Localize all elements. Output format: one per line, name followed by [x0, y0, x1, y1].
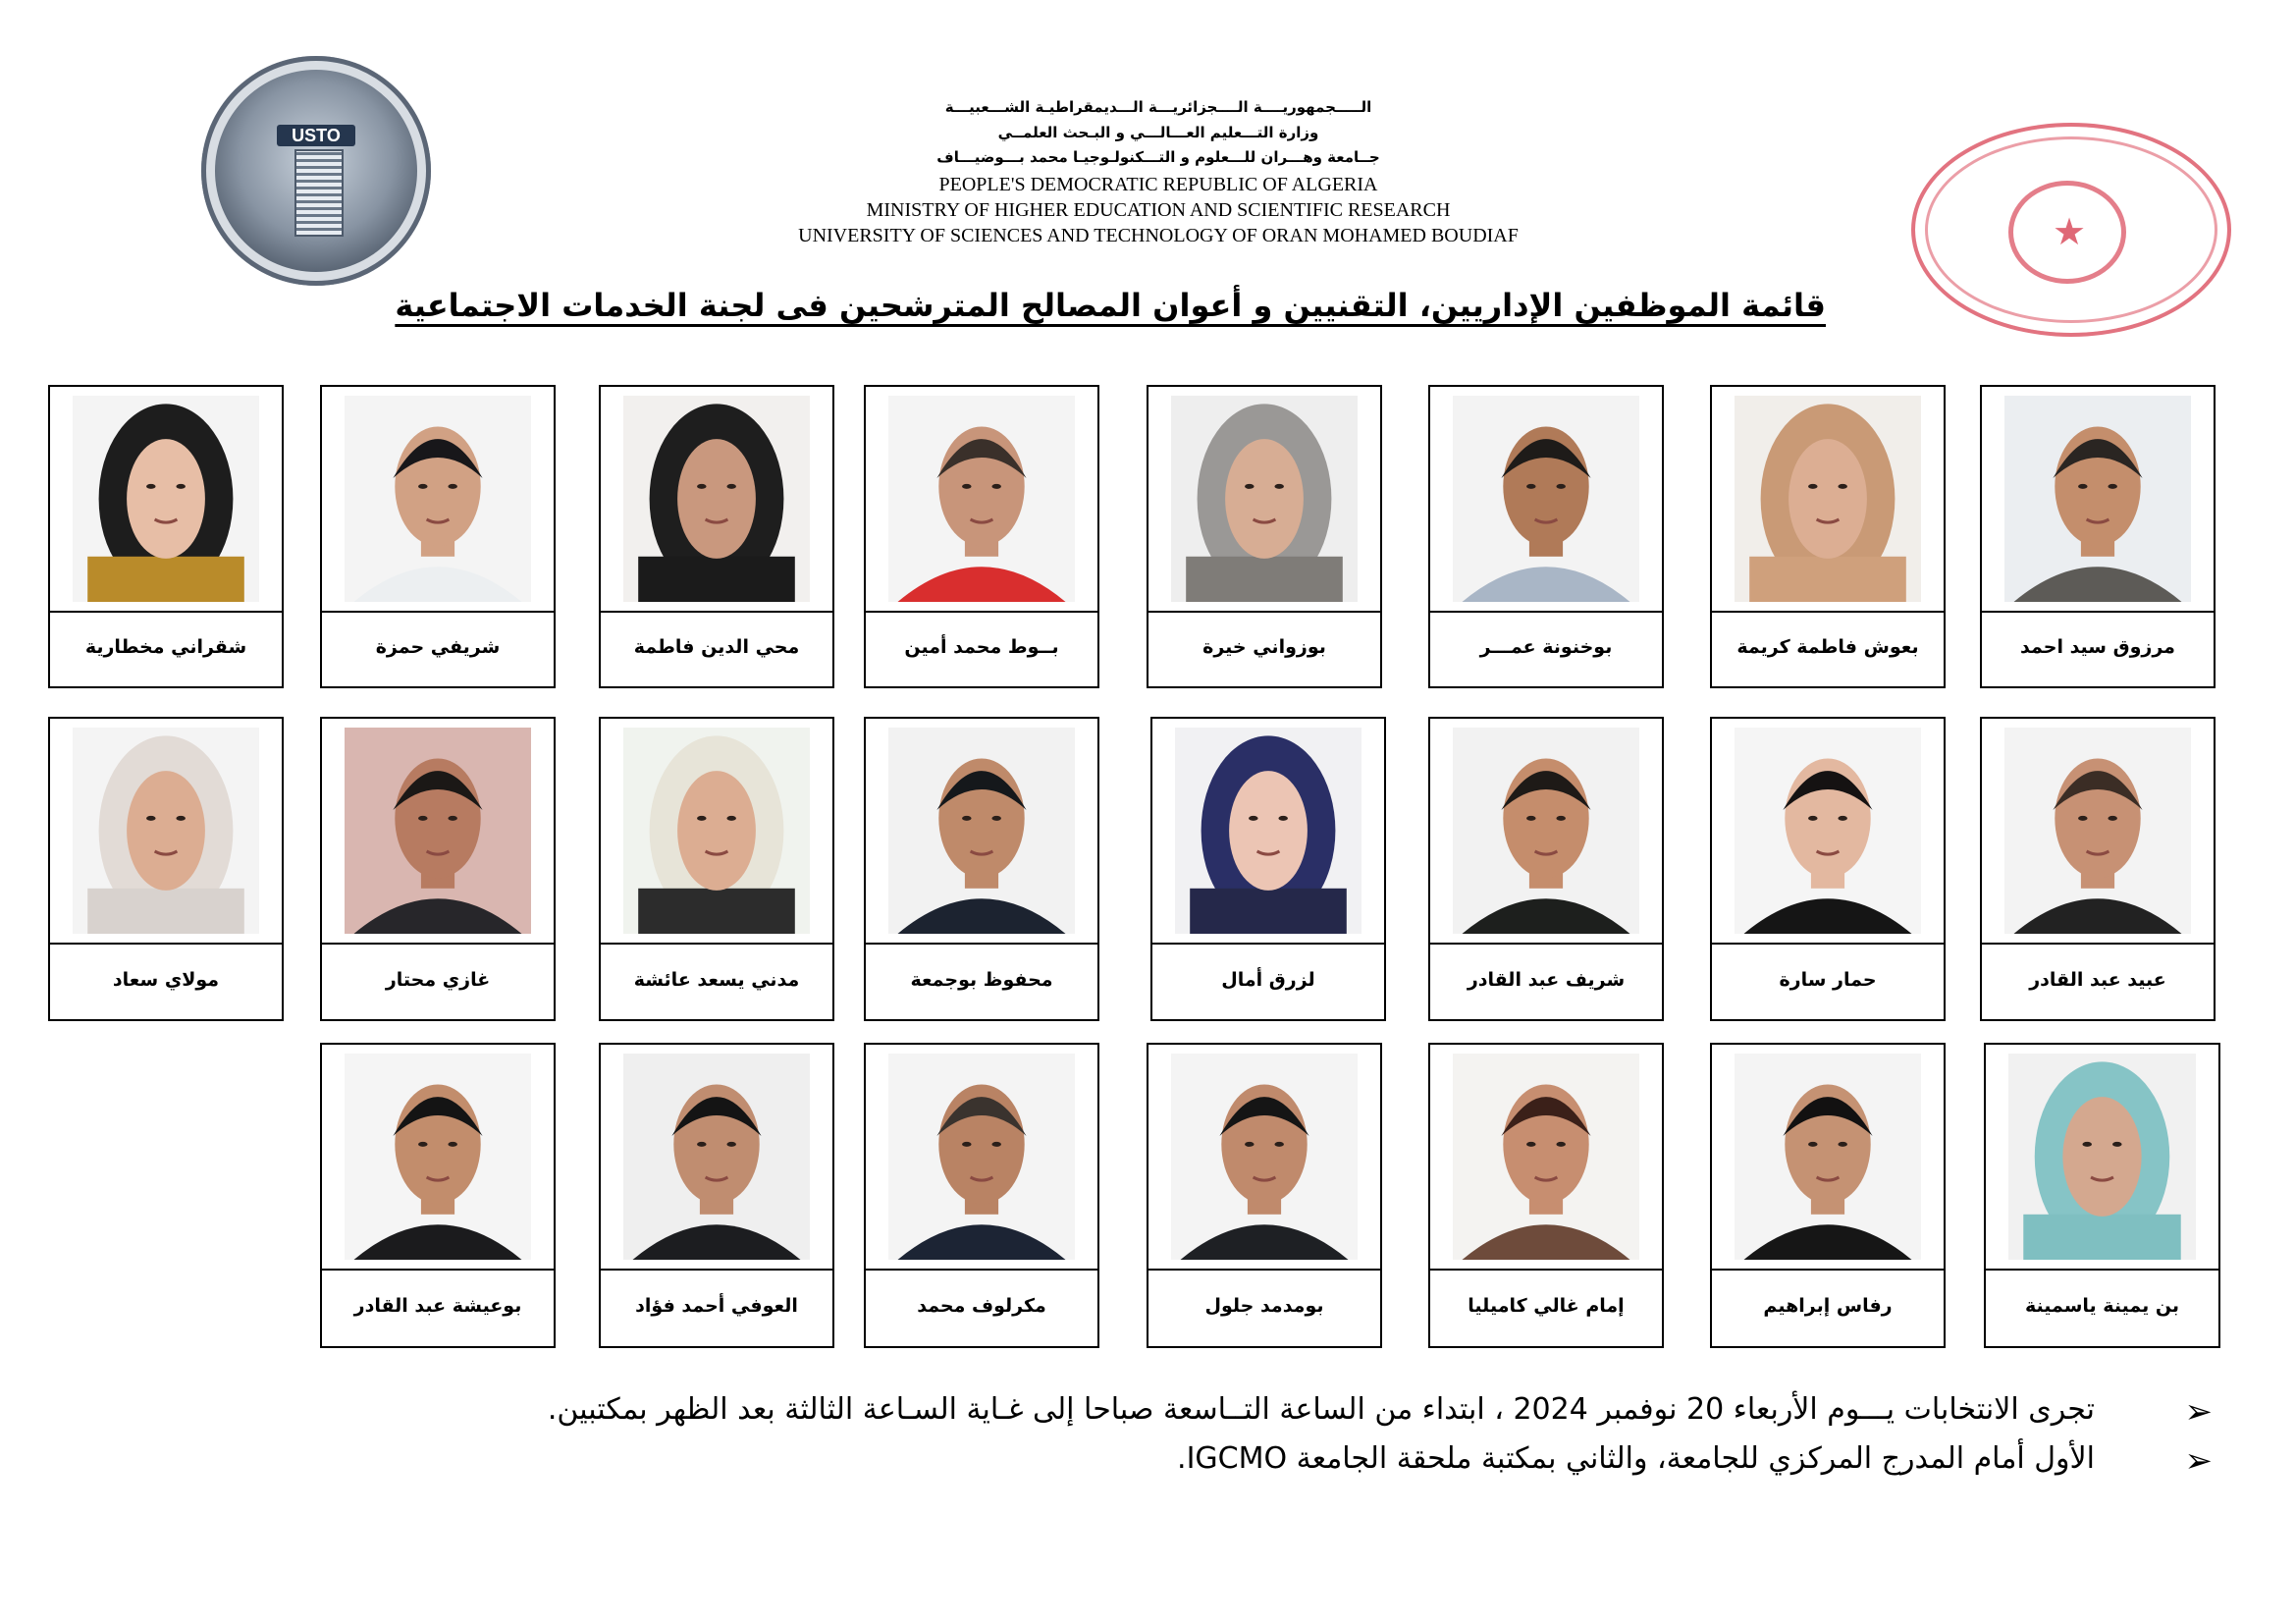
candidate-name: شريفي حمزة	[375, 636, 501, 658]
header-ar-republic: الـــــجمهوريــــة الــــجزائريـــة الـــديمقراطيـة الشـــعبيـــة	[944, 98, 1372, 116]
portrait-image	[623, 728, 810, 934]
portrait-image	[888, 1054, 1075, 1260]
candidate-name: رفاس إبراهيم	[1763, 1295, 1893, 1317]
candidate-photo	[322, 719, 554, 945]
official-stamp	[1911, 123, 2231, 337]
header-ar-university: جــامعة وهـــران للـــعلوم و التـــكنولـوجيـا محمد بـــوضيـــاف	[936, 148, 1380, 166]
candidate-photo	[1986, 1045, 2218, 1271]
candidate-name: إمام غالي كاميليا	[1468, 1295, 1625, 1317]
candidate-name: بن يمينة ياسمينة	[2024, 1295, 2180, 1317]
portrait-image	[2004, 396, 2191, 602]
portrait-image	[888, 728, 1075, 934]
candidate-card	[1980, 717, 2216, 1021]
portrait-image	[623, 396, 810, 602]
candidate-photo	[866, 1045, 1097, 1271]
portrait-image	[73, 728, 259, 934]
candidate-photo	[50, 387, 282, 613]
candidate-name: عبيد عبد القادر	[2029, 969, 2166, 991]
candidate-photo	[866, 387, 1097, 613]
candidate-photo	[866, 719, 1097, 945]
candidate-photo	[50, 719, 282, 945]
document-title: قائمة الموظفين الإداريين، التقنيين و أعوان المصالح المترشحين فى لجنة الخدمات الاجتماعية	[395, 287, 1826, 324]
candidate-card	[1428, 385, 1664, 688]
bullet-arrow-icon: ➢	[2184, 1441, 2213, 1481]
candidate-photo	[1152, 719, 1384, 945]
header-en-ministry: MINISTRY OF HIGHER EDUCATION AND SCIENTIFIC RESEARCH	[866, 199, 1451, 221]
portrait-image	[1453, 1054, 1639, 1260]
candidate-photo	[601, 1045, 832, 1271]
candidate-photo	[1430, 387, 1662, 613]
candidate-card	[1428, 717, 1664, 1021]
candidate-card	[1984, 1043, 2220, 1348]
portrait-image	[1171, 396, 1358, 602]
candidate-photo	[1430, 719, 1662, 945]
university-logo	[201, 56, 431, 286]
candidate-name: شريف عبد القادر	[1467, 969, 1626, 991]
candidate-name: العوفي أحمد فؤاد	[635, 1295, 798, 1317]
portrait-image	[1453, 728, 1639, 934]
candidate-card	[599, 1043, 834, 1348]
candidate-card	[1428, 1043, 1664, 1348]
candidate-photo	[1712, 719, 1944, 945]
header-en-republic: PEOPLE'S DEMOCRATIC REPUBLIC OF ALGERIA	[938, 174, 1378, 195]
portrait-image	[1735, 728, 1921, 934]
candidate-photo	[1712, 1045, 1944, 1271]
candidate-card	[1710, 1043, 1946, 1348]
logo-building	[294, 149, 344, 237]
candidate-photo	[322, 1045, 554, 1271]
candidate-card	[1710, 385, 1946, 688]
candidate-photo	[1148, 1045, 1380, 1271]
candidate-photo	[322, 387, 554, 613]
header-ar-ministry: وزارة التـــعليم العـــالـــي و البـحث العلمــي	[997, 124, 1319, 141]
portrait-image	[1171, 1054, 1358, 1260]
candidate-photo	[1148, 387, 1380, 613]
candidate-name: محي الدين فاطمة	[633, 636, 800, 658]
candidate-name: بعوش فاطمة كريمة	[1736, 636, 1919, 658]
candidate-name: بومدمد جلول	[1204, 1295, 1324, 1317]
candidate-photo	[1982, 387, 2214, 613]
logo-wordmark: USTO	[277, 125, 355, 146]
candidate-name: مدني يسعد عائشة	[633, 969, 800, 991]
candidate-photo	[601, 387, 832, 613]
portrait-image	[345, 728, 531, 934]
candidate-card	[320, 385, 556, 688]
candidate-card	[599, 717, 834, 1021]
candidate-name: بوزواني خيرة	[1202, 636, 1326, 658]
portrait-image	[2004, 728, 2191, 934]
portrait-image	[345, 1054, 531, 1260]
candidate-name: مرزوق سيد احمد	[2020, 636, 2175, 658]
portrait-image	[888, 396, 1075, 602]
candidate-card	[1147, 1043, 1382, 1348]
election-note-1-text: تجرى الانتخابات يـــوم الأربعاء 20 نوفمبر 2024 ، ابتداء من الساعة التــاسعة صباحا إلى غـاية السـاعة الثالثة بعد الظهر بمكتبين.	[547, 1392, 2095, 1427]
candidate-card	[864, 717, 1099, 1021]
candidate-name: مكرلوف محمد	[917, 1295, 1046, 1317]
candidate-name: محفوظ بوجمعة	[910, 969, 1053, 991]
portrait-image	[73, 396, 259, 602]
candidate-name: بوخنونة عمـــر	[1479, 636, 1613, 658]
candidate-card	[864, 385, 1099, 688]
candidate-name: مولاي سعاد	[112, 969, 220, 991]
portrait-image	[1175, 728, 1362, 934]
header-en-university: UNIVERSITY OF SCIENCES AND TECHNOLOGY OF ORAN MOHAMED BOUDIAF	[798, 225, 1519, 246]
stamp-star-icon: ★	[2053, 210, 2087, 253]
candidate-card	[1150, 717, 1386, 1021]
portrait-image	[345, 396, 531, 602]
candidate-photo	[1982, 719, 2214, 945]
candidate-name: بوعيشة عبد القادر	[353, 1295, 522, 1317]
candidate-name: شقراني مخطارية	[84, 636, 247, 658]
portrait-image	[1453, 396, 1639, 602]
portrait-image	[2008, 1054, 2196, 1260]
candidate-name: لزرق أمال	[1221, 969, 1315, 991]
candidate-card	[48, 385, 284, 688]
candidate-photo	[1430, 1045, 1662, 1271]
candidate-card	[864, 1043, 1099, 1348]
candidate-photo	[601, 719, 832, 945]
candidate-card	[48, 717, 284, 1021]
portrait-image	[623, 1054, 810, 1260]
candidate-name: بــوط محمد أمين	[904, 636, 1059, 658]
candidate-name: غازي محتار	[385, 969, 491, 991]
candidate-card	[320, 1043, 556, 1348]
candidate-card	[320, 717, 556, 1021]
candidate-card	[599, 385, 834, 688]
candidate-card	[1980, 385, 2216, 688]
candidate-card	[1147, 385, 1382, 688]
candidate-photo	[1712, 387, 1944, 613]
candidate-card	[1710, 717, 1946, 1021]
bullet-arrow-icon: ➢	[2184, 1392, 2213, 1432]
portrait-image	[1735, 1054, 1921, 1260]
candidate-name: حمار سارة	[1779, 969, 1877, 991]
portrait-image	[1735, 396, 1921, 602]
election-note-2-text: الأول أمام المدرج المركزي للجامعة، والثاني بمكتبة ملحقة الجامعة IGCMO.	[1177, 1441, 2095, 1476]
